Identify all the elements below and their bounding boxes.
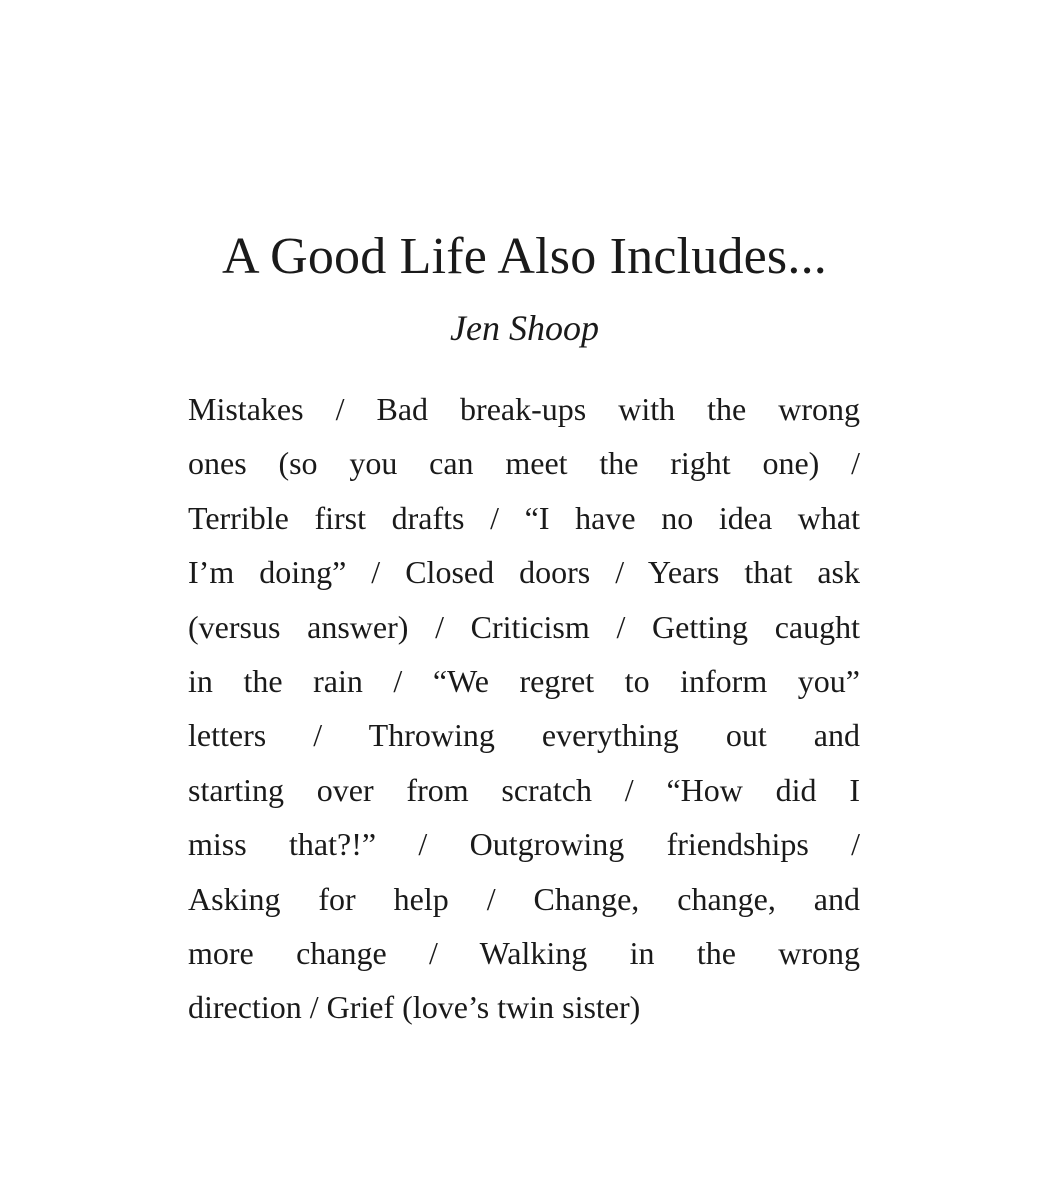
poem-line: more change / Walking in the wrong <box>188 934 860 971</box>
poem-line: in the rain / “We regret to inform you” <box>188 662 860 699</box>
poem-line: miss that?!” / Outgrowing friendships / <box>188 826 860 863</box>
poem-line: Terrible first drafts / “I have no idea what <box>188 499 860 536</box>
poem-line: Mistakes / Bad break-ups with the wrong <box>188 391 860 427</box>
poem-body <box>188 382 860 1035</box>
poem-line: I’m doing” / Closed doors / Years that ask <box>188 554 860 591</box>
poem-line: (versus answer) / Criticism / Getting caught <box>188 608 860 645</box>
poem-line: letters / Throwing everything out and <box>188 717 860 754</box>
poem-line: starting over from scratch / “How did I <box>188 771 860 808</box>
poem-line: Asking for help / Change, change, and <box>188 880 860 917</box>
poem-line: direction / Grief (love’s twin sister) <box>188 989 641 1026</box>
poem-line: ones (so you can meet the right one) / <box>188 445 860 482</box>
poem-author: Jen Shoop <box>450 308 599 348</box>
poem-title: A Good Life Also Includes... <box>222 228 827 285</box>
